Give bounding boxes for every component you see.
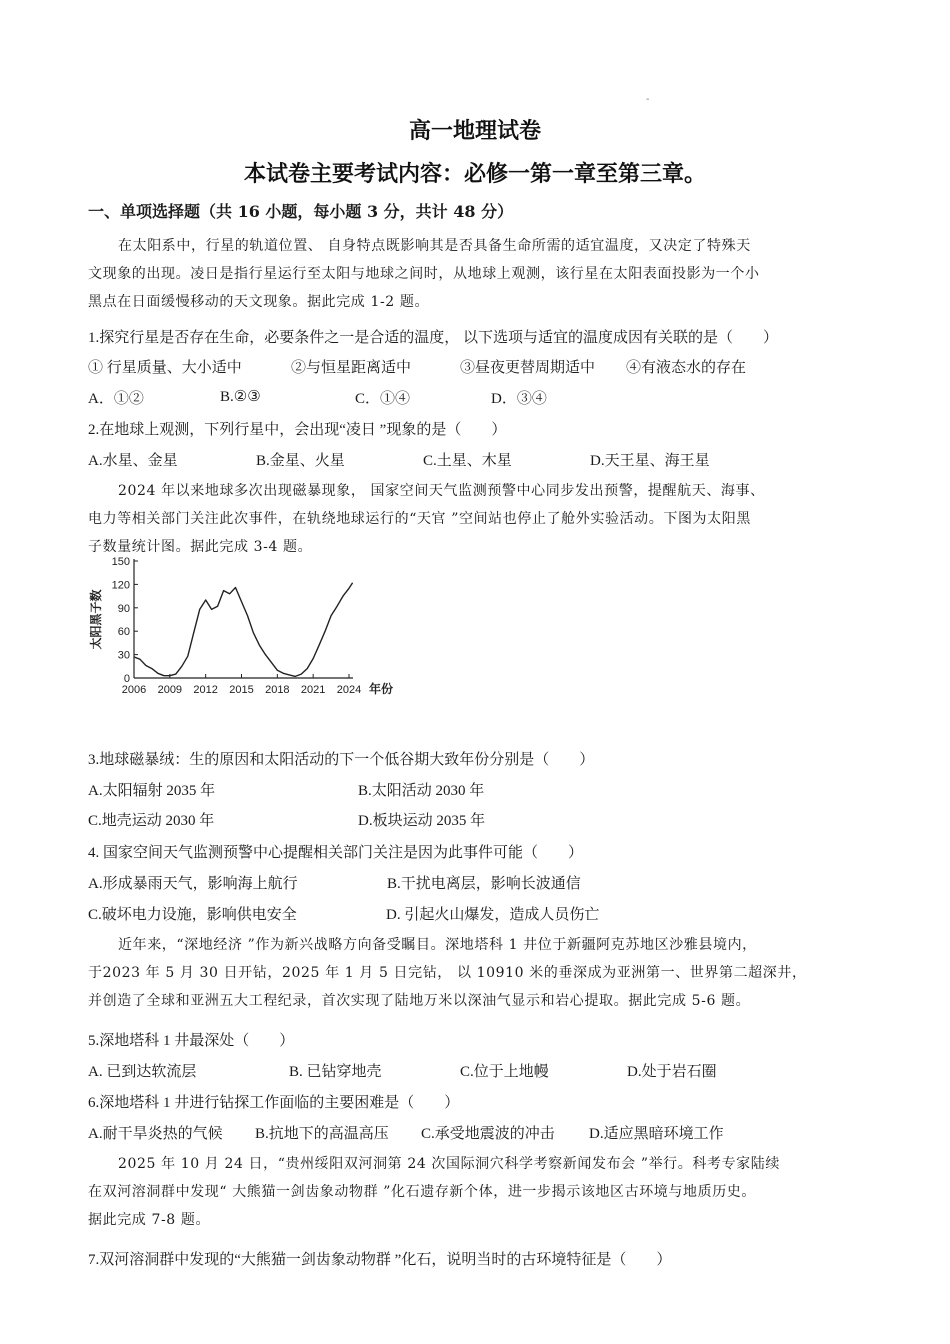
q3-option-c[interactable]: C.地壳运动 2030 年 bbox=[88, 813, 215, 829]
passage-line: 2024 年以来地球多次出现磁暴现象， 国家空间天气监测预警中心同步发出预警，提醒航天、海事、 bbox=[118, 483, 765, 499]
section-heading: 一、单项选择题（共 16 小题，每小题 3 分，共计 48 分） bbox=[88, 202, 514, 221]
x-tick-label: 2024 bbox=[336, 684, 362, 696]
passage-line: 在双河溶洞群中发现“ 大熊猫一剑齿象动物群 ”化石遗存新个体，进一步揭示该地区古环境与地质历史。 bbox=[88, 1184, 757, 1200]
q3-option-d[interactable]: D.板块运动 2035 年 bbox=[358, 813, 486, 829]
exam-title: 高一地理试卷 bbox=[408, 118, 541, 144]
question-2-stem: 2.在地球上观测，下列行星中，会出现“凌日 ”现象的是（ ） bbox=[88, 422, 507, 438]
y-tick-label: 0 bbox=[123, 673, 130, 685]
x-tick-label: 2018 bbox=[265, 684, 290, 696]
q5-option-c[interactable]: C.位于上地幔 bbox=[460, 1064, 549, 1080]
q1-option-a[interactable]: A．①② bbox=[88, 391, 144, 407]
question-4-stem: 4. 国家空间天气监测预警中心提醒相关部门关注是因为此事件可能（ ） bbox=[88, 845, 584, 861]
q5-option-d[interactable]: D.处于岩石圈 bbox=[627, 1064, 717, 1080]
y-tick-label: 30 bbox=[117, 649, 130, 662]
y-tick-label: 60 bbox=[117, 626, 130, 639]
passage-line: 电力等相关部门关注此次事件，在轨绕地球运行的“天官 ”空间站也停止了舱外实验活动。下图为太阳黑 bbox=[88, 511, 751, 527]
x-tick-label: 2009 bbox=[157, 684, 183, 696]
q4-option-b[interactable]: B.干扰电离层，影响长波通信 bbox=[387, 876, 581, 892]
q1-item-1: ① 行星质量、大小适中 bbox=[88, 360, 242, 376]
chart-x-ticks bbox=[122, 674, 361, 696]
corner-mark: - bbox=[646, 94, 650, 105]
x-tick-label: 2021 bbox=[300, 684, 326, 696]
q6-option-b[interactable]: B.抗地下的高温高压 bbox=[255, 1126, 389, 1142]
passage-line: 据此完成 7-8 题。 bbox=[88, 1212, 211, 1228]
q2-option-c[interactable]: C.土星、木星 bbox=[423, 453, 512, 469]
passage-line: 黑点在日面缓慢移动的天文现象。据此完成 1-2 题。 bbox=[88, 294, 430, 310]
q2-option-d[interactable]: D.天王星、海王星 bbox=[590, 453, 710, 469]
passage-1 bbox=[88, 232, 868, 316]
q5-option-b[interactable]: B. 已钻穿地壳 bbox=[289, 1064, 382, 1080]
question-7-stem: 7.双河溶洞群中发现的“大熊猫一剑齿象动物群 ”化石，说明当时的古环境特征是（ ） bbox=[88, 1252, 672, 1268]
passage-line: 文现象的出现。凌日是指行星运行至太阳与地球之间时，从地球上观测，该行星在太阳表面投影为一个小 bbox=[88, 266, 760, 282]
q2-option-b[interactable]: B.金星、火星 bbox=[256, 453, 345, 469]
q4-option-c[interactable]: C.破坏电力设施，影响供电安全 bbox=[88, 907, 297, 923]
q4-option-d[interactable]: D. 引起火山爆发，造成人员伤亡 bbox=[386, 907, 600, 923]
q6-option-c[interactable]: C.承受地震波的冲击 bbox=[421, 1126, 555, 1142]
q3-option-b[interactable]: B.太阳活动 2030 年 bbox=[358, 783, 485, 799]
passage-line: 在太阳系中，行星的轨道位置、 自身特点既影响其是否具备生命所需的适宜温度，又决定了特殊天 bbox=[118, 238, 751, 254]
q4-option-a[interactable]: A.形成暴雨天气，影响海上航行 bbox=[88, 876, 298, 892]
q3-option-a[interactable]: A.太阳辐射 2035 年 bbox=[88, 783, 216, 799]
passage-4 bbox=[88, 1150, 868, 1234]
y-tick-label: 120 bbox=[111, 579, 130, 592]
q5-option-a[interactable]: A. 已到达软流层 bbox=[88, 1064, 197, 1080]
q6-option-d[interactable]: D.适应黑暗环境工作 bbox=[589, 1126, 724, 1142]
q1-option-b[interactable]: B.②③ bbox=[220, 389, 261, 405]
chart-axes bbox=[134, 559, 353, 678]
passage-line: 并创造了全球和亚洲五大工程纪录，首次实现了陆地万米以深油气显示和岩心提取。据此完成 5-6 题。 bbox=[88, 993, 751, 1009]
q1-option-c[interactable]: C．①④ bbox=[355, 391, 411, 407]
q1-item-3: ③昼夜更替周期适中 bbox=[460, 360, 596, 376]
question-1-stem: 1.探究行星是否存在生命，必要条件之一是合适的温度， 以下选项与适宜的温度成因有关联的是（ ） bbox=[88, 330, 779, 346]
sunspot-series-line bbox=[134, 583, 353, 677]
q1-item-4: ④有液态水的存在 bbox=[626, 360, 747, 376]
y-tick-label: 90 bbox=[117, 602, 130, 615]
y-axis-label: 太阳黑子数 bbox=[89, 589, 103, 650]
passage-line: 子数量统计图。据此完成 3-4 题。 bbox=[88, 539, 313, 555]
x-tick-label: 2012 bbox=[193, 684, 218, 696]
q1-option-d[interactable]: D．③④ bbox=[491, 391, 547, 407]
x-tick-label: 2015 bbox=[229, 684, 254, 696]
passage-line: 于2023 年 5 月 30 日开钻，2025 年 1 月 5 日完钻， 以 10910 米的垂深成为亚洲第一、世界第二超深井， bbox=[88, 965, 807, 981]
x-tick-label: 2006 bbox=[121, 684, 147, 696]
passage-line: 2025 年 10 月 24 日，“贵州绥阳双河洞第 24 次国际洞穴科学考察新闻发布会 ”举行。科考专家陆续 bbox=[118, 1156, 780, 1172]
x-axis-label: 年份 bbox=[369, 682, 394, 696]
q6-option-a[interactable]: A.耐干旱炎热的气候 bbox=[88, 1126, 223, 1142]
y-tick-label: 150 bbox=[111, 556, 130, 568]
question-6-stem: 6.深地塔科 1 井进行钻探工作面临的主要困难是（ ） bbox=[88, 1095, 460, 1111]
chart-series bbox=[134, 583, 353, 677]
exam-subtitle: 本试卷主要考试内容：必修一第一章至第三章。 bbox=[243, 161, 706, 187]
q2-option-a[interactable]: A.水星、金星 bbox=[88, 453, 178, 469]
passage-line: 近年来，“深地经济 ”作为新兴战略方向备受瞩目。深地塔科 1 井位于新疆阿克苏地区沙雅县境内， bbox=[118, 937, 757, 953]
question-3-stem: 3.地球磁暴绒：生的原因和太阳活动的下一个低谷期大致年份分别是（ ） bbox=[88, 752, 595, 768]
question-5-stem: 5.深地塔科 1 井最深处（ ） bbox=[88, 1033, 295, 1049]
sunspot-chart bbox=[86, 548, 406, 706]
passage-3 bbox=[88, 931, 868, 1015]
q1-item-2: ②与恒星距离适中 bbox=[291, 360, 412, 376]
